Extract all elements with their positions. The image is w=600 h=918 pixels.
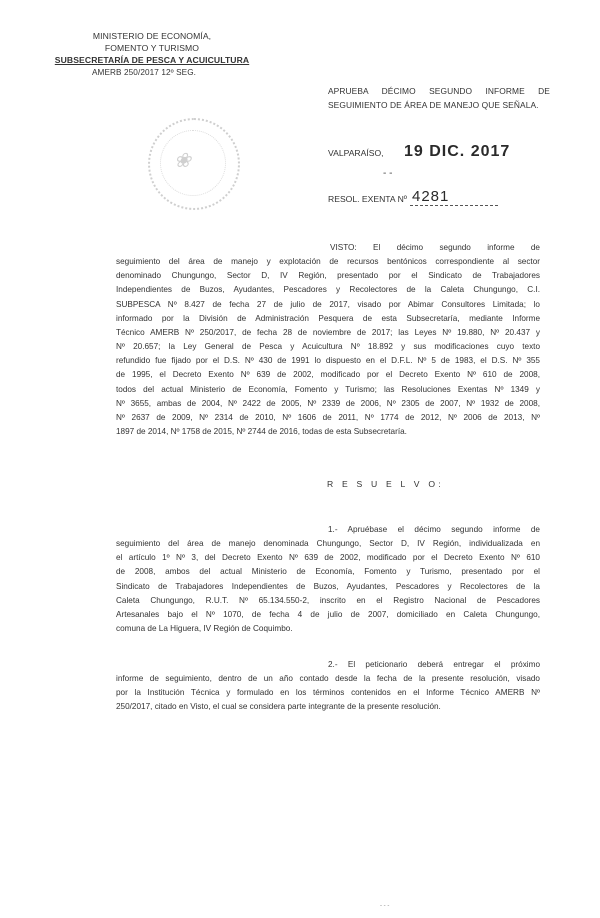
- ministry-header: [52, 30, 252, 79]
- footer-mark: - - -: [380, 903, 390, 909]
- article-2-line: 2.- El peticionario deberá entregar el próximo: [328, 660, 540, 669]
- place-date-row: [328, 143, 558, 165]
- visto-line: SUBPESCA Nº 8.427 de fecha 27 de julio de 2017, visado por Abimar Consultores Limitada; lo: [116, 299, 540, 309]
- resolution-number-row: [328, 190, 568, 210]
- article-1-line: 1.- Apruébase el décimo segundo informe de: [328, 525, 540, 534]
- visto-line: de 1995, el Decreto Exento Nº 639 de 2002, modificado por el Decreto Exento Nº 610 de 2008,: [116, 370, 540, 380]
- visto-paragraph: [116, 241, 540, 439]
- article-1-line: seguimiento del área de manejo denominada Chungungo, Sector D, IV Región, individualizada en: [116, 539, 540, 549]
- date-stamp: 19 DIC. 2017: [404, 143, 511, 160]
- article-2-line: 250/2017, citado en Visto, el cual se considera parte integrante de la presente resolución.: [116, 702, 441, 712]
- resolution-underline: [410, 205, 498, 206]
- handwritten-dash-mark: - -: [383, 168, 393, 179]
- visto-line: Nº 20.657; la Ley General de Pesca y Acuicultura Nº 18.892 y sus modificaciones cuyo texto: [116, 342, 540, 352]
- visto-line: informado por la División de Administración Pesquera de esta Subsecretaría, mediante Informe: [116, 313, 540, 323]
- subject-line-1: APRUEBA DÉCIMO SEGUNDO INFORME DE: [328, 86, 550, 96]
- article-1-line: Sindicato de Trabajadores Independientes de Buzos, Ayudantes, Pescadores y Recolectores de la: [116, 581, 540, 591]
- resolution-number: 4281: [412, 188, 450, 205]
- article-1-line: Caleta Chungungo, R.U.T. Nº 65.134.550-2, inscrito en el Registro Nacional de Pescadores: [116, 595, 540, 605]
- article-2-line: informe de seguimiento, dentro de un año contado desde la fecha de la presente resolución, visado: [116, 674, 540, 684]
- resuelvo-heading: R E S U E L V O:: [327, 479, 444, 489]
- article-1-paragraph: [116, 523, 540, 636]
- article-1-line: Artesanales bajo el Nº 1070, de fecha 4 de julio de 2007, domiciliado en Caleta Chungungo,: [116, 609, 540, 619]
- visto-line: denominado Chungungo, Sector D, IV Región, presentado por el Sindicato de Trabajadores: [116, 271, 540, 281]
- visto-line: Nº 3655, ambas de 2004, Nº 2422 de 2005, Nº 2339 de 2006, Nº 2305 de 2007, Nº 1932 de 2008,: [116, 398, 540, 408]
- resolution-label: RESOL. EXENTA Nº: [328, 194, 407, 204]
- official-seal-inner-ring: [160, 130, 226, 196]
- visto-line: seguimiento del área de manejo y explotación de recursos bentónicos correspondiente al sector: [116, 257, 540, 267]
- subject-line-2: SEGUIMIENTO DE ÁREA DE MANEJO QUE SEÑALA.: [328, 100, 539, 110]
- place-label: VALPARAÍSO,: [328, 148, 384, 158]
- seal-emblem-icon: ❀: [174, 148, 191, 172]
- resolution-subject: [328, 84, 550, 112]
- visto-line: VISTO: El décimo segundo informe de: [330, 243, 540, 252]
- amerb-reference: AMERB 250/2017 12º SEG.: [92, 67, 197, 77]
- visto-line: refundido fue fijado por el D.S. Nº 430 de 1991 lo dispuesto en el D.F.L. Nº 5 de 1983, el D.S. Nº 355: [116, 356, 540, 366]
- visto-line: todos del actual Ministerio de Economía, Fomento y Turismo; las Resoluciones Exentas Nº 1349 y: [116, 384, 540, 394]
- ministry-line2: FOMENTO Y TURISMO: [104, 43, 200, 54]
- article-1-line: de 2008, ambos del actual Ministerio de Economía, Fomento y Turismo, presentado por el: [116, 567, 540, 577]
- article-2-paragraph: [116, 658, 540, 715]
- article-1-line: el artículo 1º Nº 3, del Decreto Exento Nº 639 de 2002, modificado por el Decreto Exento Nº 610: [116, 553, 540, 563]
- subsecretaria-name: SUBSECRETARÍA DE PESCA Y ACUICULTURA: [54, 55, 250, 66]
- article-1-line: comuna de La Higuera, IV Región de Coquimbo.: [116, 624, 293, 634]
- article-2-line: por la Institución Técnica y formulado en los términos contenidos en el Informe Técnico AMERB Nº: [116, 688, 540, 698]
- visto-line: Técnico AMERB Nº 250/2017, de fecha 28 de noviembre de 2017; las Leyes Nº 19.880, Nº 20.437 y: [116, 327, 540, 337]
- visto-line: Nº 2637 de 2009, Nº 2314 de 2010, Nº 1606 de 2011, Nº 1774 de 2012, Nº 2006 de 2013, Nº: [116, 412, 540, 422]
- visto-line: 1897 de 2014, Nº 1758 de 2015, Nº 2744 de 2016, todas de esta Subsecretaría.: [116, 427, 407, 437]
- ministry-line1: MINISTERIO DE ECONOMÍA,: [92, 31, 212, 41]
- visto-line: Independientes de Buzos, Ayudantes, Pescadores y Recolectores de la Caleta Chungungo, C.I.: [116, 285, 540, 295]
